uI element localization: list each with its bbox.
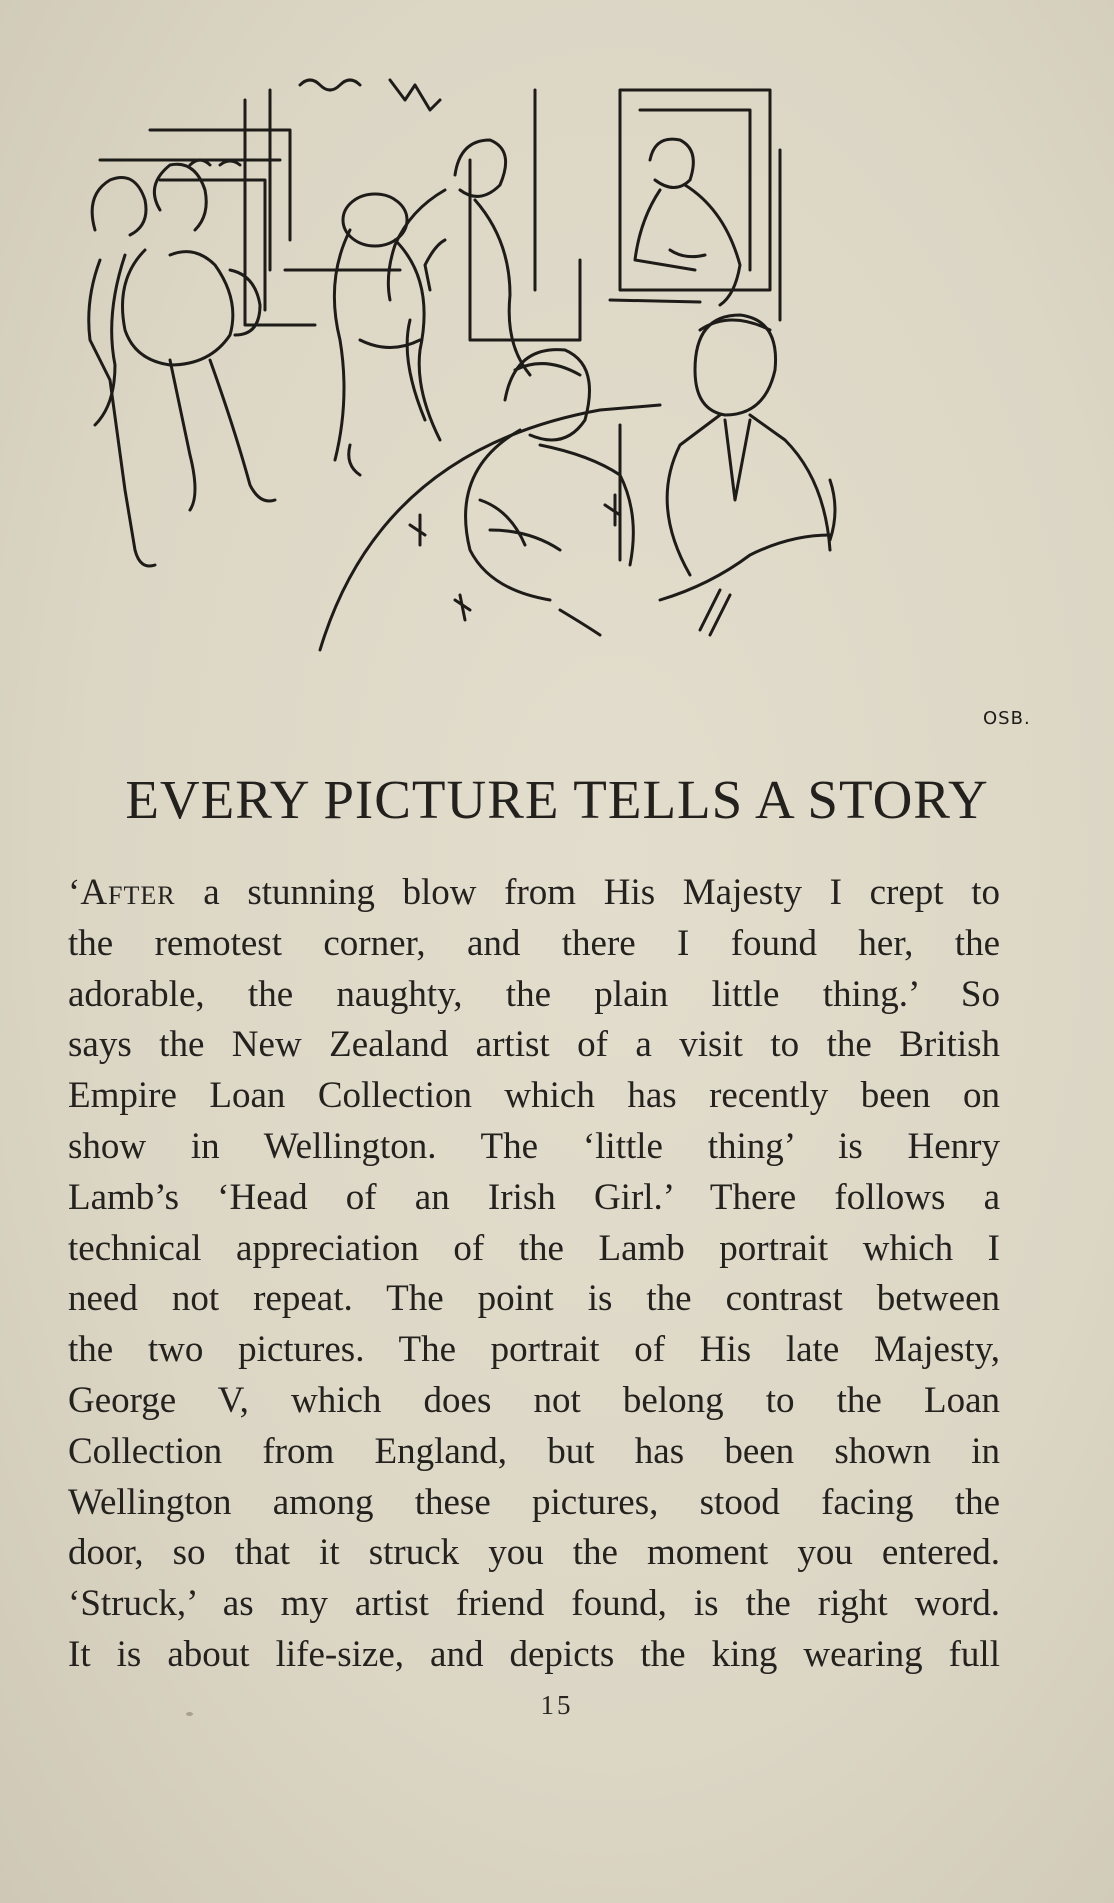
text-line-9: need not repeat. The point is the contrast between [68,1278,1000,1320]
text-line-13: Wellington among these pictures, stood facing the [68,1481,1000,1523]
text-line-4: says the New Zealand artist of a visit to the British [68,1024,1000,1066]
body-paragraph [68,868,1000,1681]
text-line-6: show in Wellington. The ‘little thing’ is Henry [68,1125,1000,1167]
illustrator-signature: OSB. [983,708,1031,729]
text-line-7: Lamb’s ‘Head of an Irish Girl.’ There follows a [68,1176,1000,1218]
text-line-14: door, so that it struck you the moment you entered. [68,1532,1000,1574]
dropcap-word: After [80,872,176,913]
text-line-11: George V, which does not belong to the Loan [68,1379,1000,1421]
text-line-12: Collection from England, but has been shown in [68,1430,1000,1472]
opening-quote: ‘ [68,872,81,913]
text-line-16: It is about life-size, and depicts the king wearing full [68,1633,1000,1675]
text-line-8: technical appreciation of the Lamb portrait which I [68,1227,1000,1269]
text-line-15: ‘Struck,’ as my artist friend found, is the right word. [68,1583,1000,1625]
chapter-title: EVERY PICTURE TELLS A STORY [125,769,989,830]
gallery-illustration [60,70,1040,729]
text-line-2: the remotest corner, and there I found her, the [68,922,1000,964]
text-line-10: the two pictures. The portrait of His late Majesty, [68,1329,1000,1371]
ink-drawing [60,70,1040,720]
text-line-1: ‘After a stunning blow from His Majesty I crept to [68,872,1000,913]
text-line-5: Empire Loan Collection which has recently been on [68,1075,1000,1117]
page-number: 15 [540,1690,574,1720]
text-line-3: adorable, the naughty, the plain little thing.’ So [68,973,1000,1015]
